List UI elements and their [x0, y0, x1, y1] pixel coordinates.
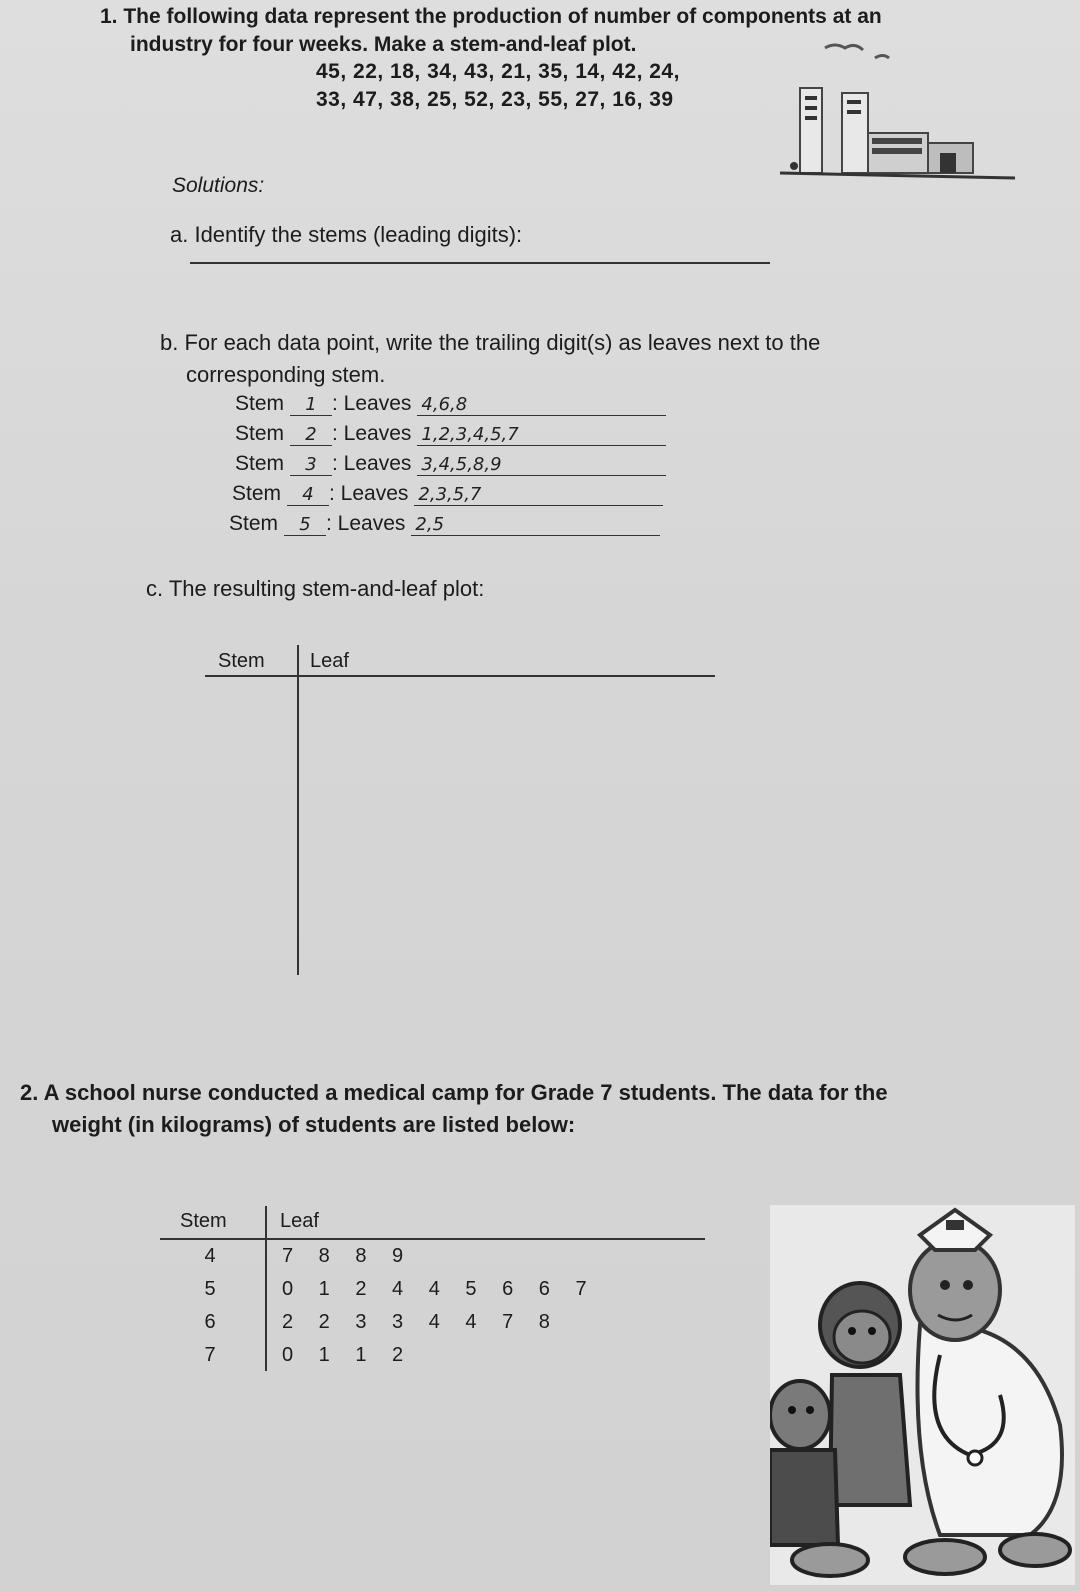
plot2-stem: 7: [204, 1344, 216, 1366]
plot2-leaf: 2 2 3 3 4 4 7 8: [282, 1311, 556, 1333]
stem-row-5: [229, 512, 660, 536]
plot2-leaf: 0 1 1 2: [282, 1344, 410, 1366]
plot2-header-rule: [160, 1238, 705, 1240]
plot2-row: [160, 1278, 593, 1301]
plot2-row: [160, 1245, 409, 1268]
stem-word: Stem: [235, 392, 285, 415]
part-b-line2: corresponding stem.: [186, 362, 386, 387]
stem-word: Stem: [235, 452, 285, 475]
part-c-label: c. The resulting stem-and-leaf plot:: [146, 576, 485, 601]
leaves-word: : Leaves: [329, 482, 409, 505]
nurse-cartoon-illustration: [770, 1205, 1075, 1585]
stem-row-1: [235, 392, 666, 416]
stem-value: 5: [284, 514, 326, 536]
stem-value: 4: [287, 484, 329, 506]
plot1-header-rule: [205, 675, 715, 677]
problem2-title-line2: weight (in kilograms) of students are listed below:: [52, 1112, 576, 1137]
stem-word: Stem: [232, 482, 282, 505]
plot2-leaf: 0 1 2 4 4 5 6 6 7: [282, 1278, 593, 1300]
stem-value: 3: [290, 454, 332, 476]
stem-word: Stem: [229, 512, 279, 535]
plot2-stem: 6: [204, 1311, 216, 1333]
leaves-value: 2,5: [411, 514, 660, 536]
stem-row-3: [235, 452, 666, 476]
problem2-title-line1: 2. A school nurse conducted a medical camp for Grade 7 students. The data for the: [20, 1080, 888, 1105]
part-a-label: a. Identify the stems (leading digits):: [170, 222, 523, 247]
factory-illustration: [780, 38, 1020, 183]
plot2-stem: 5: [204, 1278, 216, 1300]
plot1-divider: [297, 645, 299, 975]
stem-row-4: [232, 482, 663, 506]
leaves-value: 1,2,3,4,5,7: [417, 424, 666, 446]
plot2-row: [160, 1344, 409, 1367]
plot2-row: [160, 1311, 556, 1334]
problem1-data-line1: 45, 22, 18, 34, 43, 21, 35, 14, 42, 24,: [316, 60, 680, 83]
plot1-header-leaf: Leaf: [310, 650, 349, 672]
leaves-value: 2,3,5,7: [414, 484, 663, 506]
leaves-value: 4,6,8: [417, 394, 666, 416]
leaves-value: 3,4,5,8,9: [417, 454, 666, 476]
part-a-answer-line: [190, 262, 770, 264]
stem-word: Stem: [235, 422, 285, 445]
leaves-word: : Leaves: [326, 512, 406, 535]
problem1-data-line2: 33, 47, 38, 25, 52, 23, 55, 27, 16, 39: [316, 88, 674, 111]
stem-value: 2: [290, 424, 332, 446]
leaves-word: : Leaves: [332, 452, 412, 475]
plot1-header-stem: Stem: [218, 650, 265, 672]
leaves-word: : Leaves: [332, 392, 412, 415]
problem1-title-line1: 1. The following data represent the production of number of components at an: [100, 5, 882, 28]
leaves-word: : Leaves: [332, 422, 412, 445]
solutions-label: Solutions:: [172, 174, 265, 197]
stem-row-2: [235, 422, 666, 446]
stem-value: 1: [290, 394, 332, 416]
part-b-line1: b. For each data point, write the trailing digit(s) as leaves next to the: [160, 330, 821, 355]
plot2-header-stem: Stem: [180, 1210, 227, 1232]
problem1-title-line2: industry for four weeks. Make a stem-and-leaf plot.: [130, 33, 637, 56]
plot2-header-leaf: Leaf: [280, 1210, 319, 1232]
plot2-stem: 4: [204, 1245, 216, 1267]
plot2-leaf: 7 8 8 9: [282, 1245, 410, 1267]
